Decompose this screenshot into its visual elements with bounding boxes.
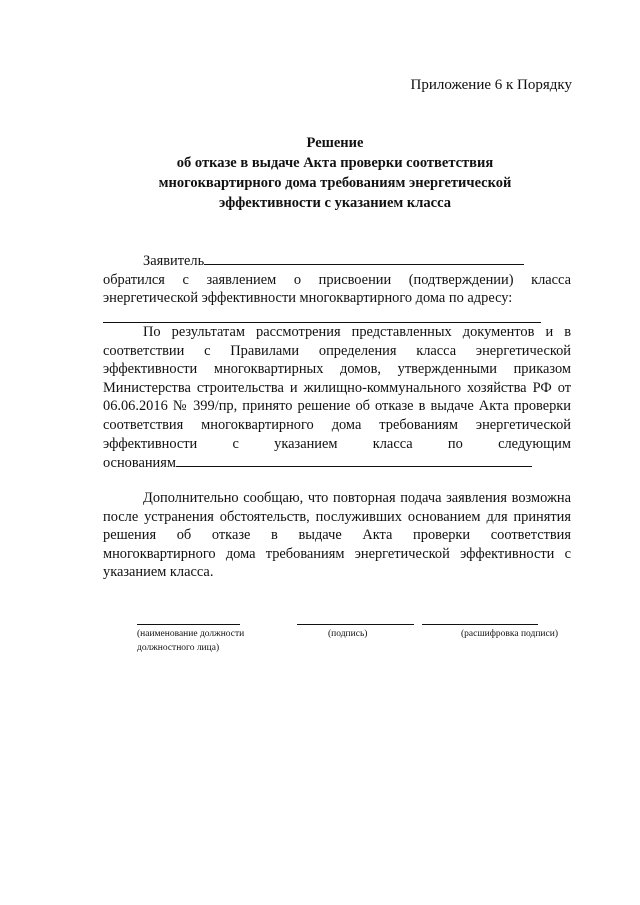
paragraph-line: Министерства строительства и жилищно-коммунального хозяйства РФ от [103, 379, 571, 396]
title-line: об отказе в выдаче Акта проверки соответствия [176, 155, 494, 171]
signature-blank-line[interactable] [297, 624, 414, 625]
position-blank-line[interactable] [137, 624, 240, 625]
signature-caption: (подпись) [328, 629, 368, 639]
caption-line: должностного лица) [137, 643, 220, 653]
paragraph-line: Дополнительно сообщаю, что повторная подача заявления возможна [143, 490, 571, 506]
grounds-blank-line[interactable] [176, 453, 532, 467]
applicant-row [103, 251, 571, 271]
caption-line: (наименование должности [137, 629, 245, 639]
applicant-blank-line[interactable] [204, 251, 524, 265]
title-line: Решение [306, 135, 364, 151]
paragraph-line: соответствии с Правилами определения класса энергетической [103, 342, 571, 359]
title-line: многоквартирного дома требованиям энергетической [158, 175, 512, 191]
decision-paragraph [103, 323, 571, 473]
paragraph-line: указанием класса. [103, 564, 214, 581]
position-caption [137, 627, 244, 655]
document-title [100, 133, 570, 213]
paragraph-line: эффективности многоквартирных домов, утвержденными приказом [103, 361, 571, 378]
paragraph-line: соответствия многоквартирного дома требованиям энергетической [103, 416, 571, 433]
title-line: эффективности с указанием класса [219, 195, 451, 211]
paragraph-line: По результатам рассмотрения представленных документов и в [143, 324, 571, 340]
applicant-block [103, 251, 571, 323]
paragraph-line: многоквартирного дома требованиям энергетической эффективности с [103, 545, 571, 562]
paragraph-line: эффективности с указанием класса по следующим [103, 435, 571, 452]
name-caption: (расшифровка подписи) [461, 629, 558, 639]
paragraph-line: обратился с заявлением о присвоении (подтверждении) класса [103, 271, 571, 288]
paragraph-line: 06.06.2016 № 399/пр, принято решение об отказе в выдаче Акта проверки [103, 398, 571, 415]
paragraph-line: энергетической эффективности многоквартирного дома по адресу: [103, 290, 513, 307]
paragraph-line: решения об отказе в выдаче Акта проверки соответствия [103, 527, 571, 544]
applicant-label: Заявитель [143, 253, 205, 269]
appendix-reference: Приложение 6 к Порядку [410, 77, 572, 93]
paragraph-line: после устранения обстоятельств, послуживших основанием для принятия [103, 508, 571, 525]
additional-paragraph [103, 489, 571, 582]
name-blank-line[interactable] [422, 624, 538, 625]
grounds-label: основаниям [103, 455, 176, 472]
grounds-row [103, 453, 571, 473]
